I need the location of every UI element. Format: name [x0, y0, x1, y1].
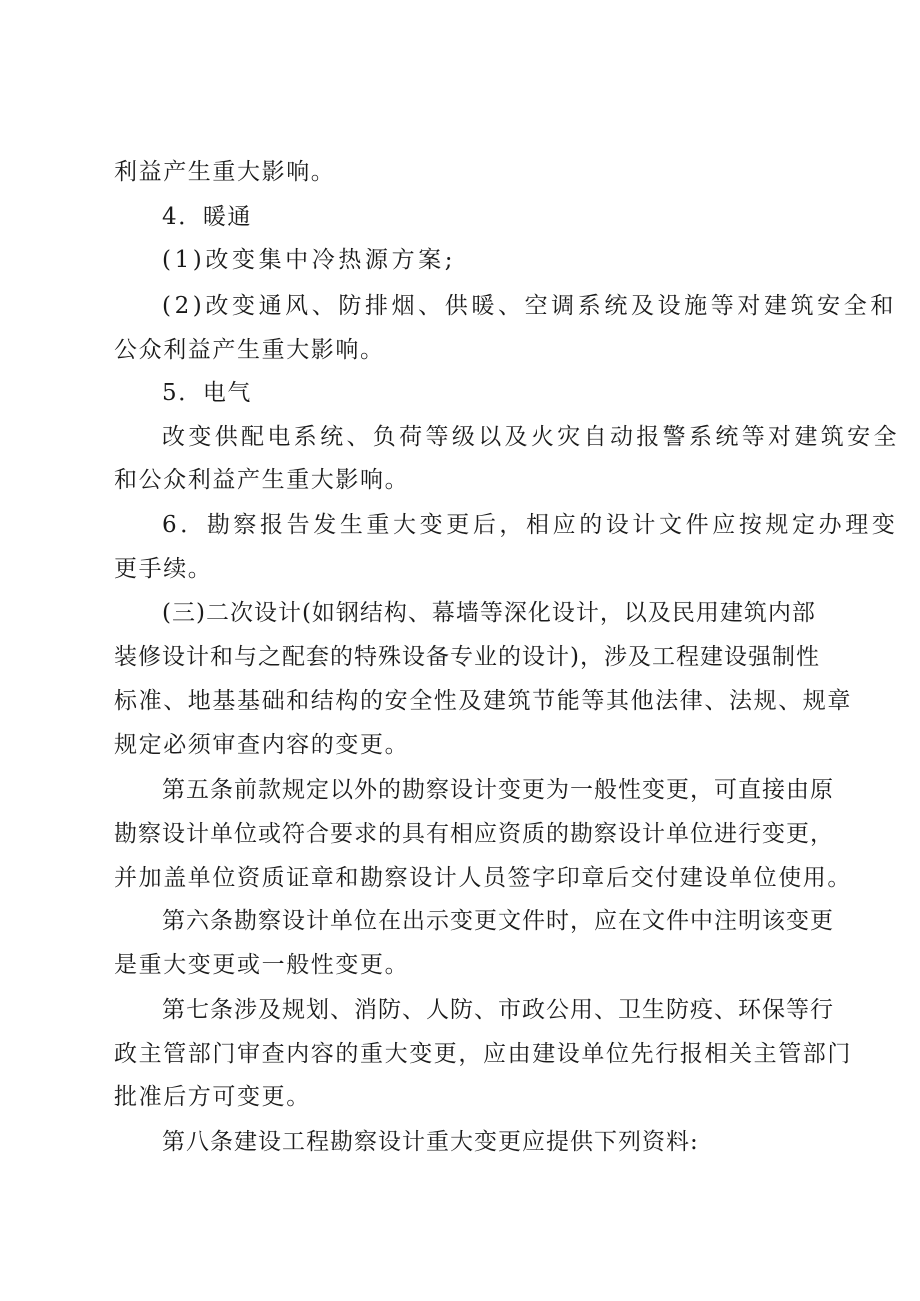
text-line: 第五条前款规定以外的勘察设计变更为一般性变更，可直接由原 — [162, 777, 834, 803]
text-line: 利益产生重大影响。 — [114, 159, 336, 185]
section-heading-electrical: 5．电气 — [162, 380, 253, 406]
text-line: 规定必须审查内容的变更。 — [114, 732, 410, 758]
text-line: (1)改变集中冷热源方案; — [162, 247, 457, 273]
text-line: 第七条涉及规划、消防、人防、市政公用、卫生防疫、环保等行 — [162, 997, 834, 1023]
text-line: (2)改变通风、防排烟、供暖、空调系统及设施等对建筑安全和 — [162, 293, 897, 319]
text-line: 政主管部门审查内容的重大变更，应由建设单位先行报相关主管部门 — [114, 1041, 852, 1067]
text-line: 装修设计和与之配套的特殊设备专业的设计)，涉及工程建设强制性 — [114, 644, 820, 670]
section-heading-hvac: 4．暖通 — [162, 204, 253, 230]
text-line: 第六条勘察设计单位在出示变更文件时，应在文件中注明该变更 — [162, 908, 834, 934]
text-line: 更手续。 — [114, 556, 213, 582]
text-line: 标准、地基基础和结构的安全性及建筑节能等其他法律、法规、规章 — [114, 688, 852, 714]
text-line: 和公众利益产生重大影响。 — [114, 467, 410, 493]
text-line: 6．勘察报告发生重大变更后，相应的设计文件应按规定办理变 — [162, 512, 899, 538]
text-line: (三)二次设计(如钢结构、幕墙等深化设计，以及民用建筑内部 — [162, 600, 816, 626]
text-line: 并加盖单位资质证章和勘察设计人员签字印章后交付建设单位使用。 — [114, 865, 852, 891]
text-line: 勘察设计单位或符合要求的具有相应资质的勘察设计单位进行变更， — [114, 821, 834, 847]
text-line: 改变供配电系统、负荷等级以及火灾自动报警系统等对建筑安全 — [162, 424, 900, 450]
text-line: 第八条建设工程勘察设计重大变更应提供下列资料: — [162, 1129, 699, 1155]
text-line: 是重大变更或一般性变更。 — [114, 952, 410, 978]
text-line: 公众利益产生重大影响。 — [114, 337, 385, 363]
text-line: 批准后方可变更。 — [114, 1084, 311, 1110]
